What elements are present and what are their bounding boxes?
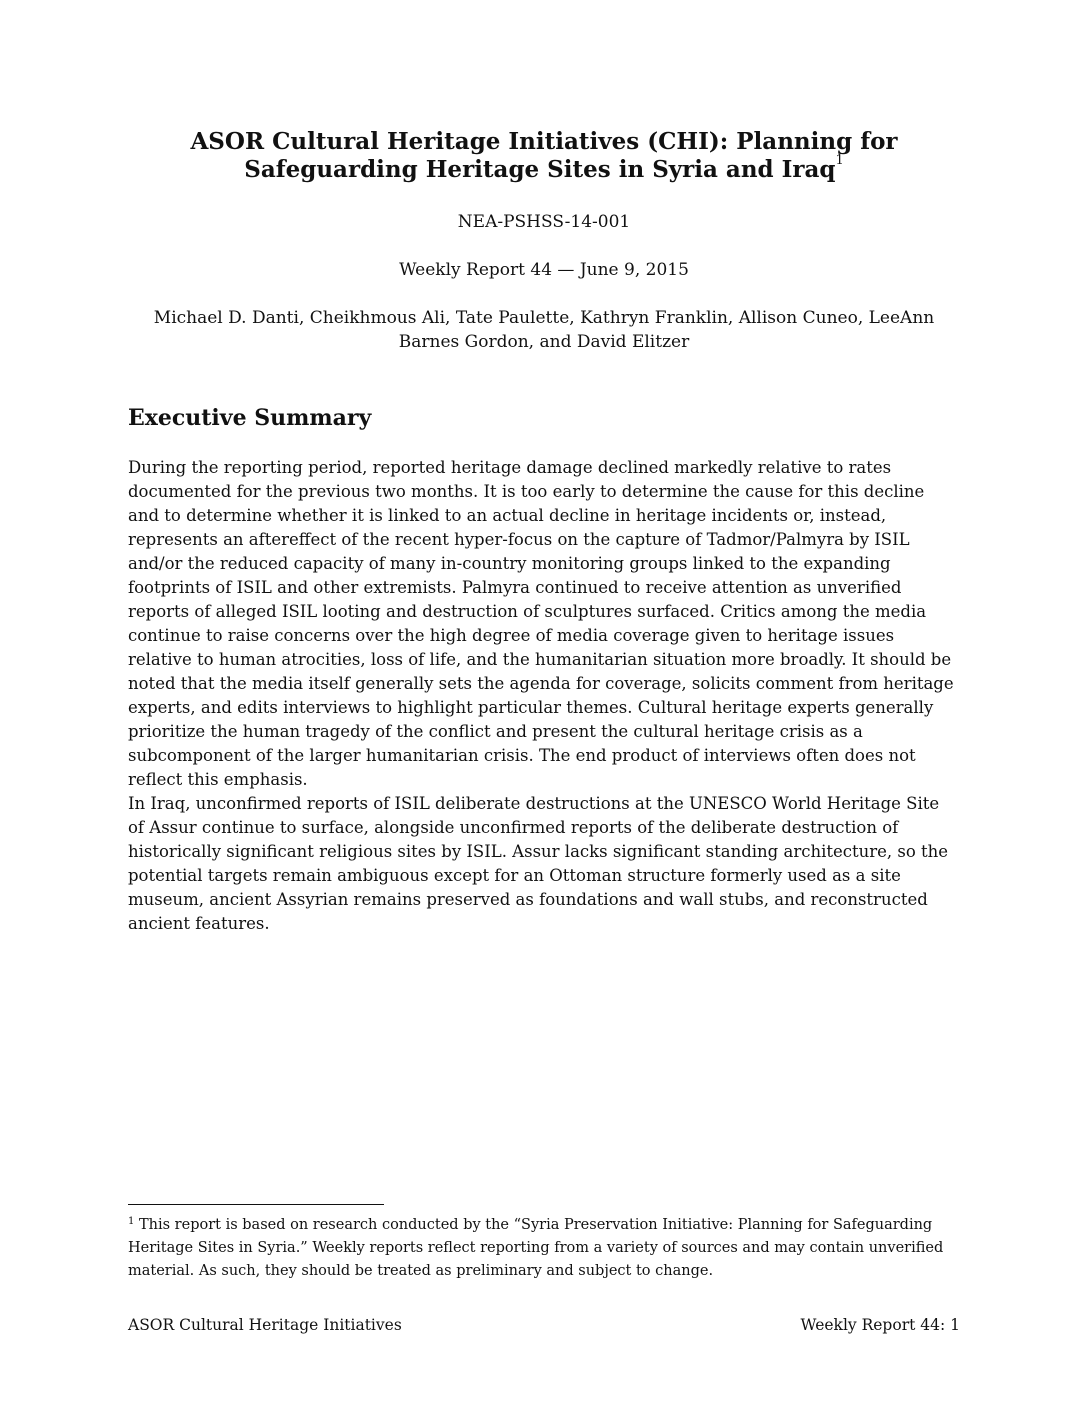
footer-organization: ASOR Cultural Heritage Initiatives [128, 1316, 402, 1334]
report-date: Weekly Report 44 — June 9, 2015 [399, 260, 689, 280]
footnote-text: This report is based on research conducted by the “Syria Preservation Initiative: Planning for Safeguarding Heritage Sites in Syria.” Weekly reports reflect reporting from a variety of sources and may contain unverified material. As such, they should be treated as preliminary and subject to change. [128, 1217, 944, 1279]
footnote-divider [128, 1204, 384, 1205]
footer-page-number: Weekly Report 44: 1 [800, 1316, 960, 1334]
grant-number: NEA-PSHSS-14-001 [457, 212, 631, 232]
section-heading: Executive Summary [128, 405, 372, 431]
title-footnote-marker[interactable]: 1 [835, 153, 844, 168]
footnote [128, 1214, 960, 1283]
report-title-text: ASOR Cultural Heritage Initiatives (CHI): Planning for Safeguarding Heritage Sites in Syria and Iraq [190, 128, 898, 183]
footnote-marker: 1 [128, 1216, 135, 1227]
summary-paragraph: During the reporting period, reported heritage damage declined markedly relative to rates documented for the previous two months. It is too early to determine the cause for this decline and to determine whether it is linked to an actual decline in heritage incidents or, instead, represents an aftereffect of the recent hyper-focus on the capture of Tadmor/Palmyra by ISIL and/or the reduced capacity of many in-country monitoring groups linked to the expanding footprints of ISIL and other extremists. Palmyra continued to receive attention as unverified reports of alleged ISIL looting and destruction of sculptures surfaced. Critics among the media continue to raise concerns over the high degree of media coverage given to heritage issues relative to human atrocities, loss of life, and the humanitarian situation more broadly. It should be noted that the media itself generally sets the agenda for coverage, solicits comment from heritage experts, and edits interviews to highlight particular themes. Cultural heritage experts generally prioritize the human tragedy of the conflict and present the cultural heritage crisis as a subcomponent of the larger humanitarian crisis. The end product of interviews often does not reflect this emphasis. [128, 458, 954, 789]
author-list: Michael D. Danti, Cheikhmous Ali, Tate Paulette, Kathryn Franklin, Allison Cuneo, LeeAnn Barnes Gordon, and David Elitzer [153, 308, 935, 352]
summary-paragraph: In Iraq, unconfirmed reports of ISIL deliberate destructions at the UNESCO World Heritage Site of Assur continue to surface, alongside unconfirmed reports of the deliberate destruction of historically significant religious sites by ISIL. Assur lacks significant standing architecture, so the potential targets remain ambiguous except for an Ottoman structure formerly used as a site museum, ancient Assyrian remains preserved as foundations and wall stubs, and reconstructed ancient features. [128, 794, 949, 933]
report-title [128, 128, 960, 184]
